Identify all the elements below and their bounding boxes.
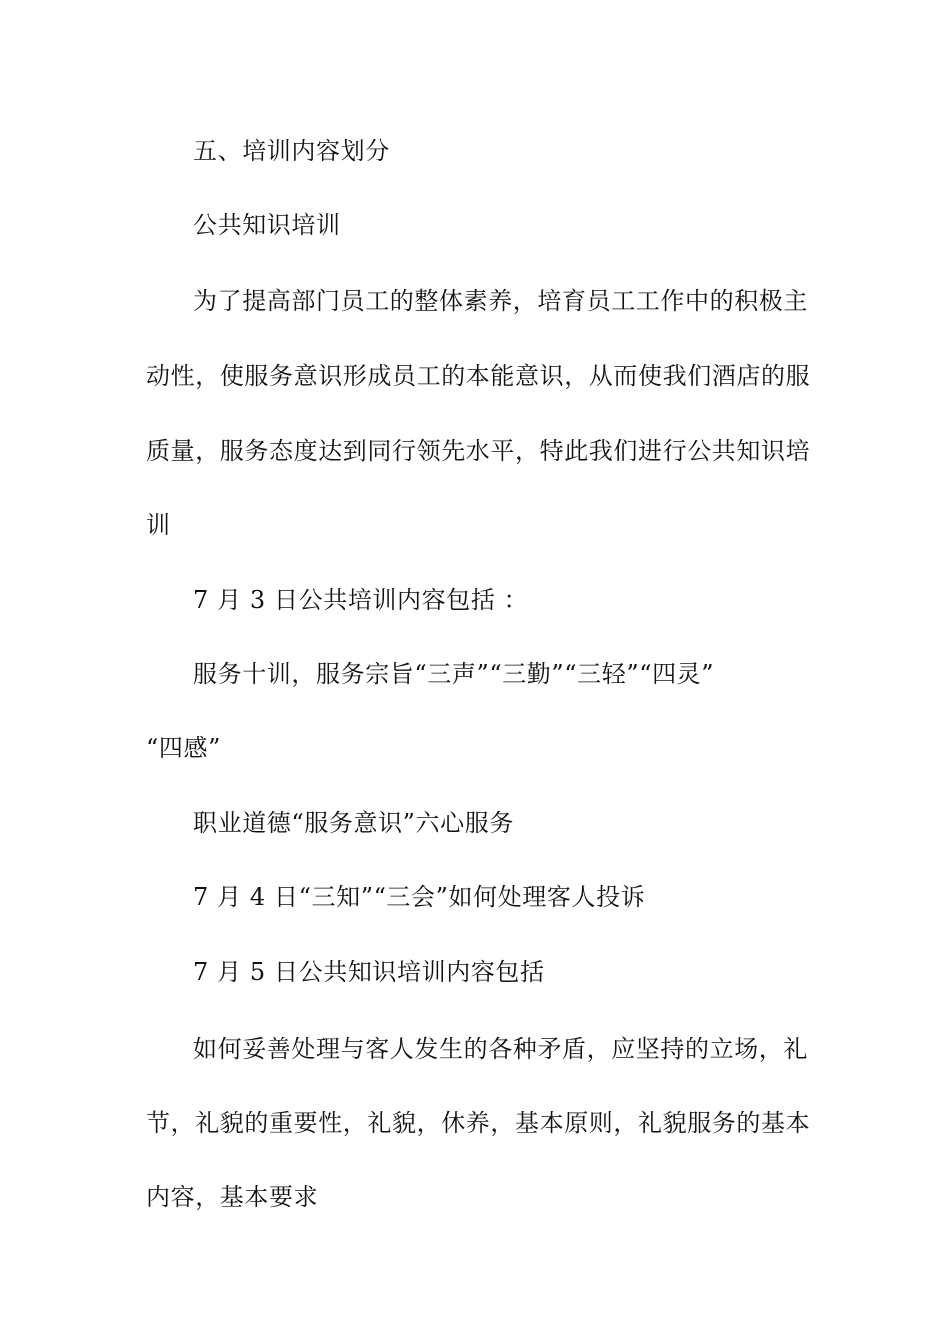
schedule-title-jul5: 7 月 5 日公共知识培训内容包括: [193, 958, 545, 986]
paragraph-line: 训: [146, 511, 171, 539]
paragraph-line: 动性，使服务意识形成员工的本能意识，从而使我们酒店的服: [146, 362, 811, 390]
paragraph-line: 内容，基本要求: [146, 1183, 319, 1211]
paragraph-line: 服务十训，服务宗旨“三声”“三勤”“三轻”“四灵”: [193, 660, 715, 688]
schedule-title-jul3: 7 月 3 日公共培训内容包括 ：: [193, 586, 529, 614]
schedule-line-jul4: 7 月 4 日“三知”“三会”如何处理客人投诉: [193, 883, 646, 911]
section-heading: 五、培训内容划分: [193, 137, 390, 165]
paragraph-line: 质量，服务态度达到同行领先水平，特此我们进行公共知识培: [146, 437, 811, 465]
paragraph-line: “四感”: [146, 734, 221, 762]
paragraph-line: 为了提高部门员工的整体素养，培育员工工作中的积极主: [193, 287, 808, 315]
paragraph-line: 职业道德“服务意识”六心服务: [193, 809, 514, 837]
paragraph-line: 如何妥善处理与客人发生的各种矛盾，应坚持的立场，礼: [193, 1035, 808, 1063]
paragraph-line: 节，礼貌的重要性，礼貌，休养，基本原则，礼貌服务的基本: [146, 1109, 811, 1137]
subheading: 公共知识培训: [193, 211, 341, 239]
